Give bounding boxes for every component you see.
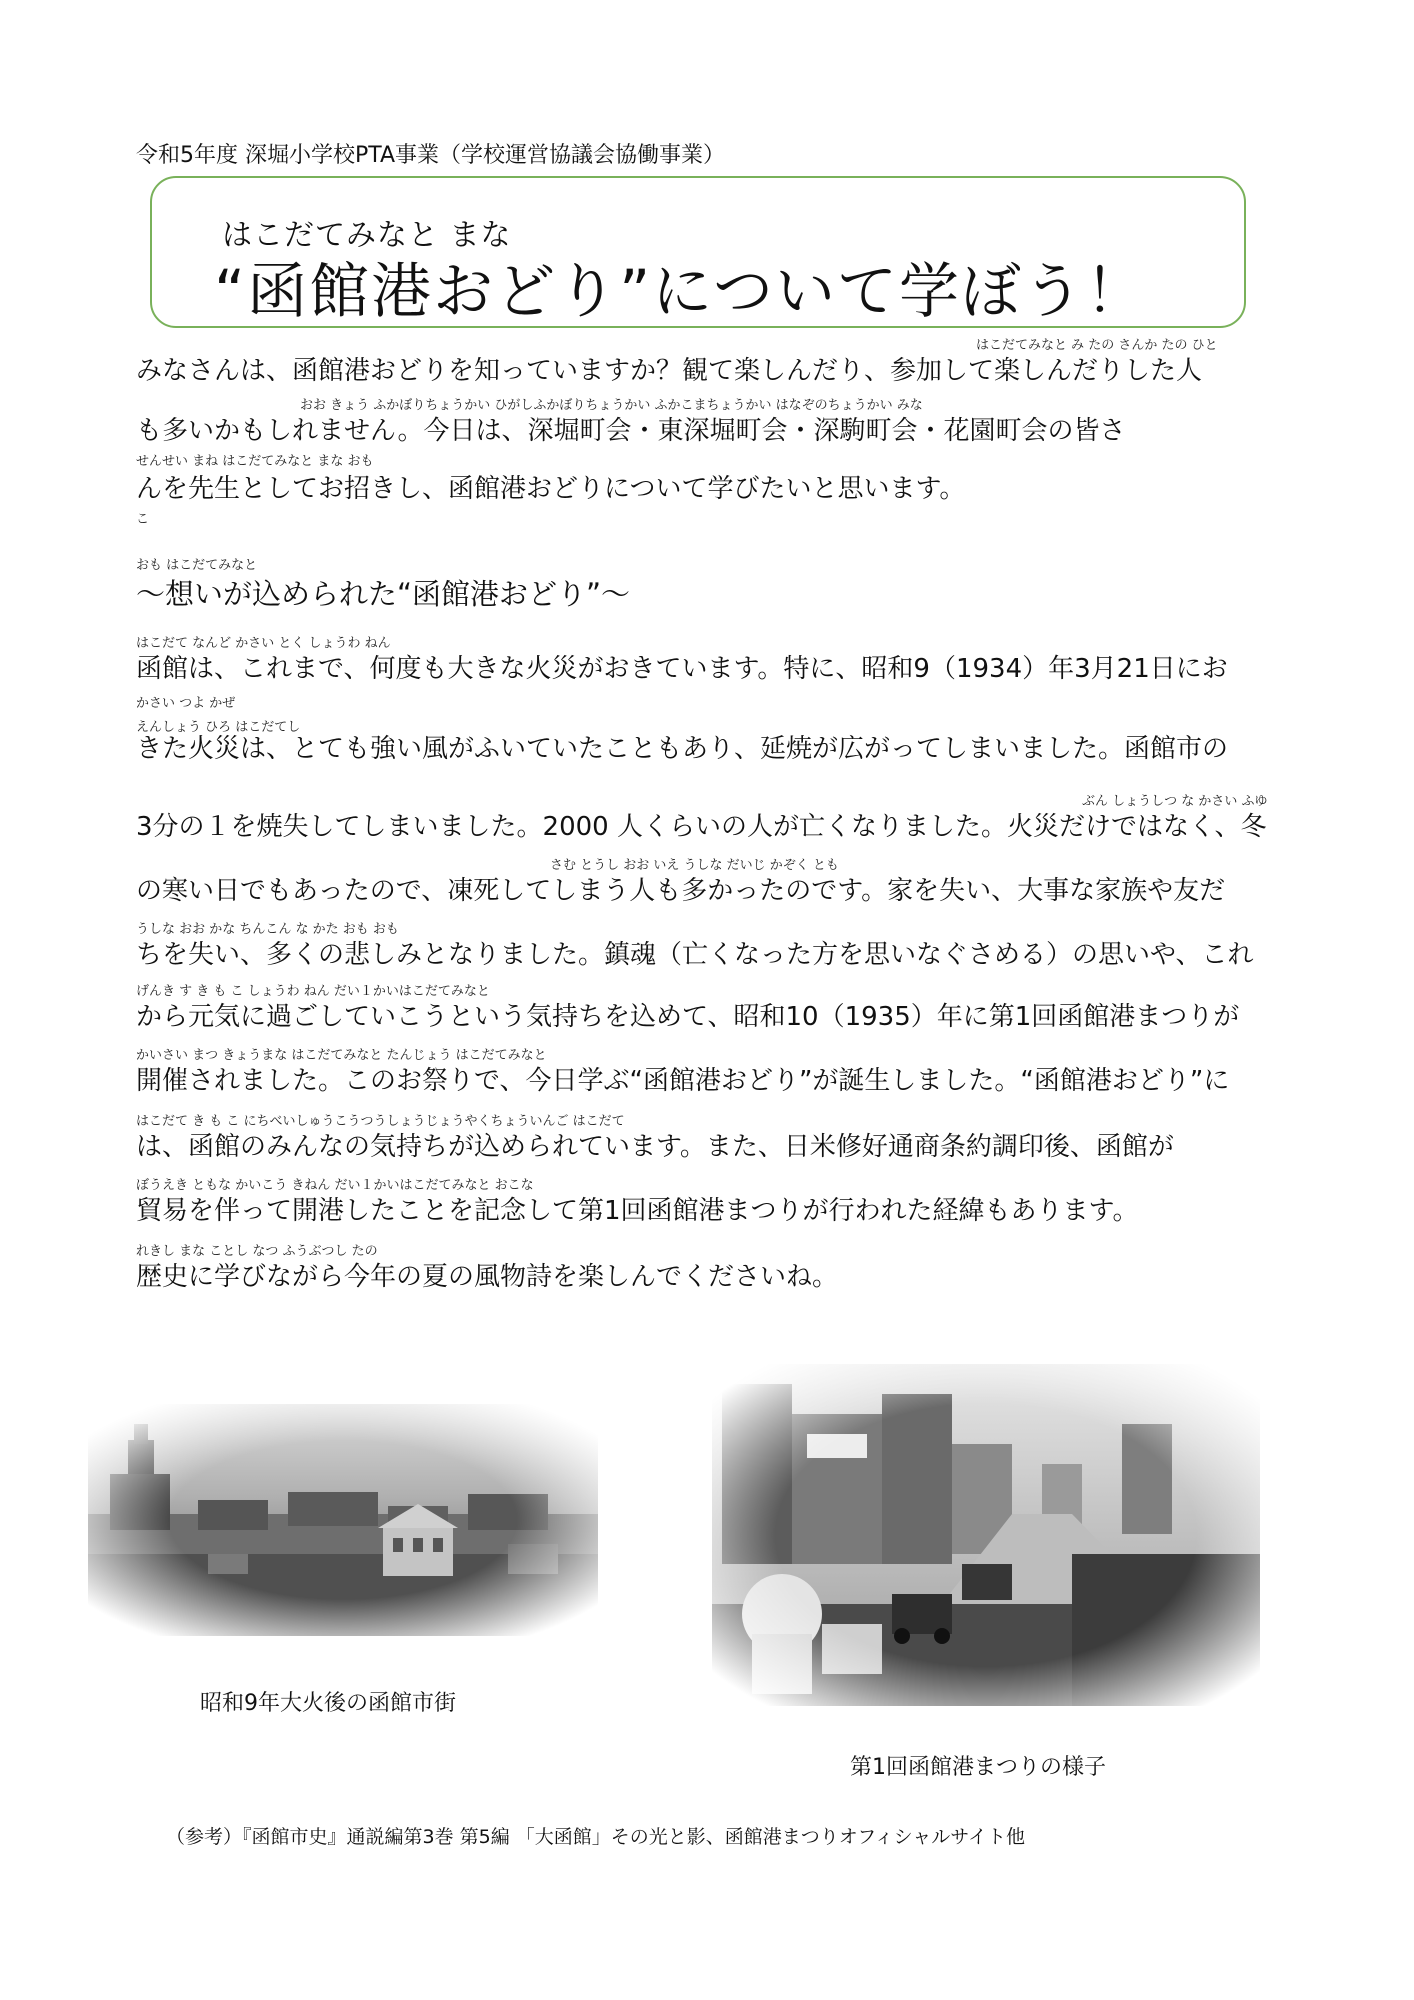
intro-line-2: も多いかもしれません。今日は、深堀町会・東深堀町会・深駒町会・花園町会の皆さ: [136, 416, 1126, 446]
body-line-8: は、函館のみんなの気持ちが込められています。また、日米修好通商条約調印後、函館が: [136, 1132, 1174, 1162]
body-line-6: から元気に過ごしていこうという気持ちを込めて、昭和10（1935）年に第1回函館港まつりが: [136, 1002, 1240, 1032]
title-ruby: はこだてみなと まな: [222, 218, 512, 253]
body-ruby-4: さむ とうし おお いえ うしな だいじ かぞく とも: [550, 858, 839, 873]
body-line-10: 歴史に学びながら今年の夏の風物詩を楽しんでくださいね。: [136, 1262, 839, 1292]
body-ruby-7: かいさい まつ きょうまな はこだてみなと たんじょう はこだてみなと: [136, 1048, 547, 1063]
body-ruby-2b: えんしょう ひろ はこだてし: [136, 720, 301, 735]
body-ruby-3: ぶん しょうしつ な かさい ふゆ: [1082, 794, 1268, 809]
body-ruby-5: うしな おお かな ちんこん な かた おも おも: [136, 922, 399, 937]
body-line-1: 函館は、これまで、何度も大きな火災がおきています。特に、昭和9（1934）年3月21日にお: [136, 654, 1228, 684]
body-ruby-9: ぼうえき ともな かいこう きねん だい１かいはこだてみなと おこな: [136, 1178, 534, 1193]
intro-line-1: みなさんは、函館港おどりを知っていますか？観て楽しんだり、参加して楽しんだりした人: [136, 356, 1203, 386]
reference-note: （参考）『函館市史』通説編第3巻 第5編 「大函館」その光と影、函館港まつりオフィシャルサイト他: [166, 1826, 1025, 1848]
fire-photo-caption: 昭和9年大火後の函館市街: [200, 1691, 456, 1716]
festival-photo-caption: 第1回函館港まつりの様子: [850, 1755, 1106, 1780]
body-line-9: 貿易を伴って開港したことを記念して第1回函館港まつりが行われた経緯もあります。: [136, 1196, 1139, 1226]
body-ruby-6: げんき す き も こ しょうわ ねん だい１かいはこだてみなと: [136, 984, 490, 999]
body-line-5: ちを失い、多くの悲しみとなりました。鎮魂（亡くなった方を思いなぐさめる）の思いや、これ: [136, 940, 1254, 970]
intro-stray-ruby: こ: [136, 512, 150, 527]
body-ruby-8: はこだて き も こ にちべいしゅうこうつうしょうじょうやくちょういんご はこだて: [136, 1114, 625, 1129]
body-line-4: の寒い日でもあったので、凍死してしまう人も多かったのです。家を失い、大事な家族や友だ: [136, 876, 1226, 906]
body-ruby-1: はこだて なんど かさい とく しょうわ ねん: [136, 636, 391, 651]
header-line: 令和5年度 深堀小学校PTA事業（学校運営協議会協働事業）: [136, 143, 726, 168]
body-line-2: きた火災は、とても強い風がふいていたこともあり、延焼が広がってしまいました。函館市の: [136, 734, 1229, 764]
section-heading: ～想いが込められた“函館港おどり”～: [136, 577, 631, 611]
body-line-7: 開催されました。このお祭りで、今日学ぶ“函館港おどり”が誕生しました。“函館港おどり”に: [136, 1066, 1230, 1096]
body-ruby-2a: かさい つよ かぜ: [136, 696, 236, 711]
page-title: “函館港おどり”について学ぼう！: [214, 257, 1147, 327]
intro-ruby-2: おお きょう ふかぼりちょうかい ひがしふかぼりちょうかい ふかこまちょうかい はなぞのちょうかい みな: [300, 398, 923, 413]
body-line-3: 3分の１を焼失してしまいました。2000 人くらいの人が亡くなりました。火災だけではなく、冬: [136, 812, 1267, 842]
intro-ruby-3: せんせい まね はこだてみなと まな おも: [136, 454, 374, 469]
section-ruby: おも はこだてみなと: [136, 558, 258, 573]
intro-line-3: んを先生としてお招きし、函館港おどりについて学びたいと思います。: [136, 474, 966, 504]
festival-photo: [712, 1364, 1260, 1706]
intro-ruby-1: はこだてみなと み たの さんか たの ひと: [976, 338, 1218, 353]
body-ruby-10: れきし まな ことし なつ ふうぶつし たの: [136, 1244, 378, 1259]
fire-aftermath-photo: [88, 1404, 598, 1636]
